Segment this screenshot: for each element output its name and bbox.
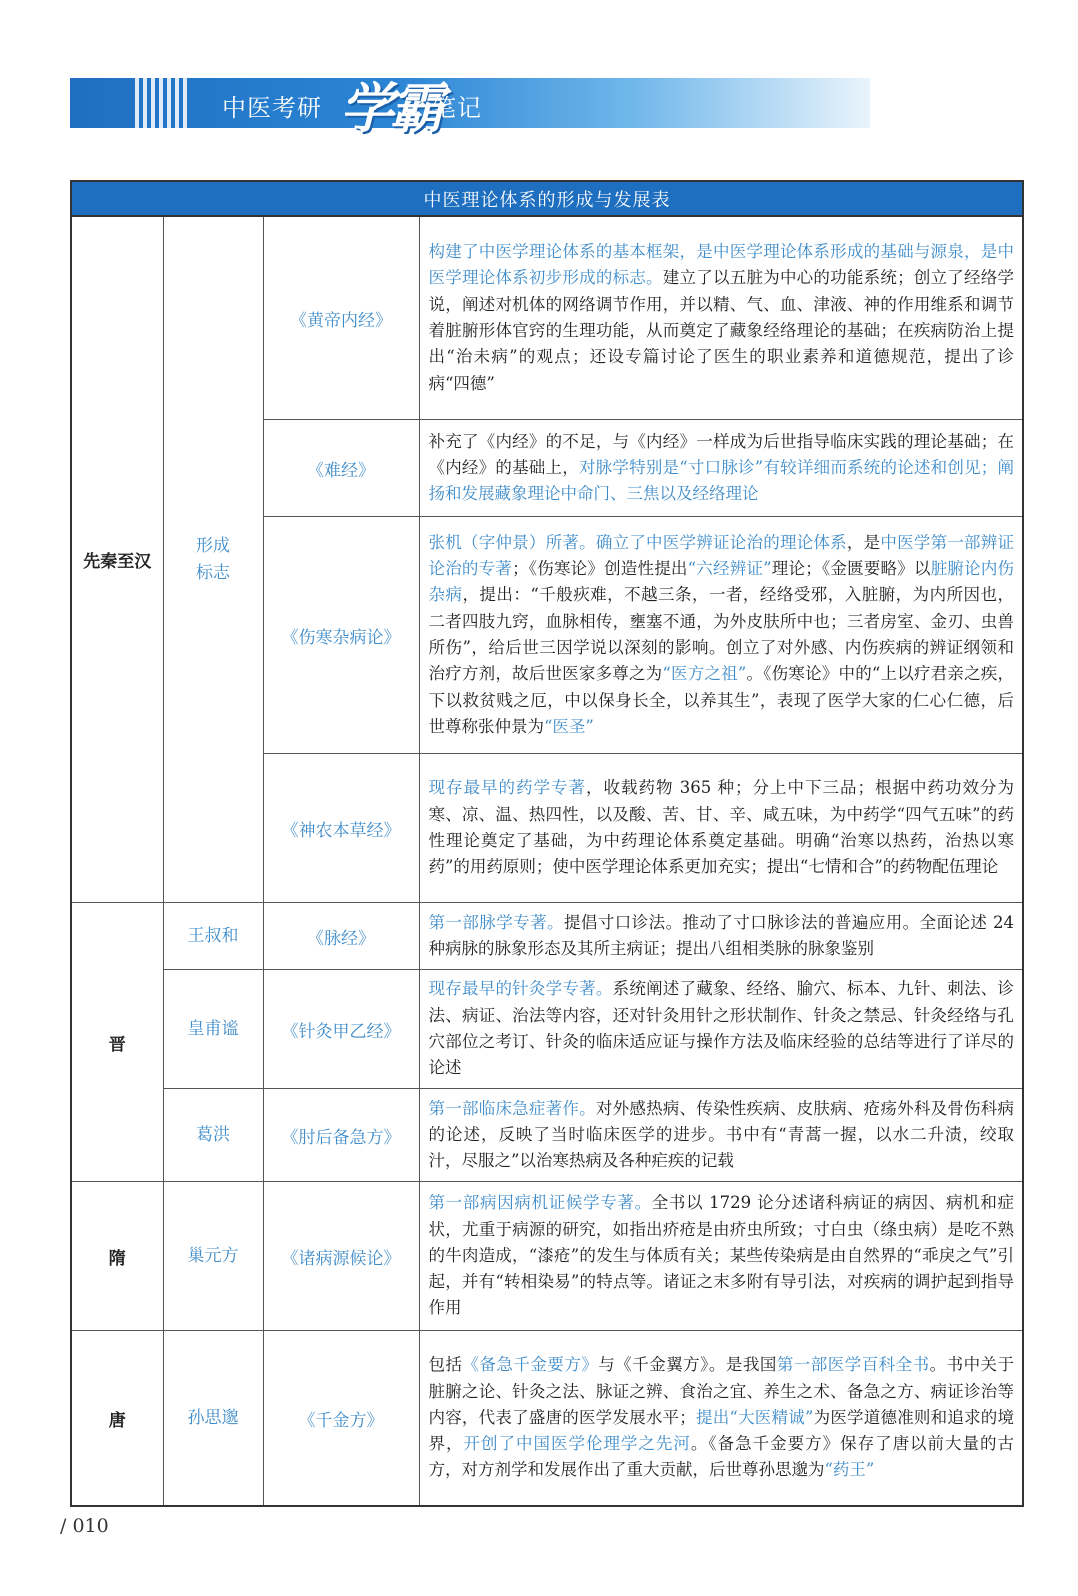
highlight-text: 中医学第一部辨证论治的专著 xyxy=(428,532,1015,579)
book-cell: 《脉经》 xyxy=(263,903,419,970)
body-text: ，收载药物 365 种；分上中下三品；根据中药功效分为寒、凉、温、热四性，以及酸、苦、甘、辛、咸五味，为中药学“四气五味”的药性理论奠定了基础，为中药理论体系奠定基础。明确“治寒以热药，治热以寒药”的用药原则；使中医学理论体系更加充实；提出“七情和合”的药物配伍理论 xyxy=(428,778,1015,877)
description-cell xyxy=(419,1089,1023,1182)
description-cell xyxy=(419,754,1023,903)
description-cell xyxy=(419,903,1023,970)
body-text: 为医学道德准则和追求的境界， xyxy=(428,1407,1015,1454)
highlight-text: 脏腑论内伤杂病 xyxy=(428,559,1015,605)
body-text: 。书中关于脏腑之论、针灸之法、脉证之辨、食治之宜、养生之术、备急之方、病证诊治等内容，代表了盛唐的医学发展水平； xyxy=(428,1355,1015,1427)
highlight-text: 构建了中医学理论体系的基本框架，是中医学理论体系形成的基础与源泉，是中医学理论体系初步形成的标志。 xyxy=(428,242,1014,288)
header-title-part3: 笔记 xyxy=(432,94,482,122)
description-cell xyxy=(419,517,1023,754)
highlight-text: 现存最早的药学专著 xyxy=(428,778,587,798)
person-cell: 王叔和 xyxy=(163,903,263,970)
highlight-text: 第一部临床急症著作。 xyxy=(428,1098,596,1118)
body-text: 包括 xyxy=(428,1355,463,1375)
highlight-text: 提出“大医精诚” xyxy=(695,1407,814,1427)
era-cell: 晋 xyxy=(71,903,163,1182)
body-text: ；《伤寒论》创造性提出 xyxy=(512,559,688,579)
body-text: 系统阐述了藏象、经络、腧穴、标本、九针、刺法、诊法、病证、治法等内容，还对针灸用针之形状制作、针灸之禁忌、针灸经络与孔穴部位之考订、针灸的临床适应证与操作方法及临床经验的总结等进行了详尽的论述 xyxy=(428,979,1015,1078)
book-cell: 《黄帝内经》 xyxy=(263,216,419,420)
body-text: 。《伤寒论》中的“上以疗君亲之疾，下以救贫贱之厄，中以保身长全，以养其生”，表现了医学大家的仁心仁德，后世尊称张仲景为 xyxy=(428,664,1015,736)
development-table xyxy=(70,180,1024,1507)
book-cell: 《肘后备急方》 xyxy=(263,1089,419,1182)
era-cell: 唐 xyxy=(71,1331,163,1507)
highlight-text: 对脉学特别是“寸口脉诊”有较详细而系统的论述和创见；阐扬和发展藏象理论中命门、三焦以及经络理论 xyxy=(428,457,1015,504)
body-text: 提倡寸口诊法。推动了寸口脉诊法的普遍应用。全面论述 24 种病脉的脉象形态及其所主病证；提出八组相类脉的脉象鉴别 xyxy=(428,912,1015,958)
description-cell xyxy=(419,1331,1023,1507)
person-cell: 巢元方 xyxy=(163,1182,263,1331)
body-text: 与《千金翼方》。是我国 xyxy=(598,1355,777,1375)
highlight-text: “药王” xyxy=(824,1460,875,1480)
table-row xyxy=(71,903,1023,970)
highlight-text: 第一部病因病机证候学专著。 xyxy=(428,1193,652,1213)
highlight-text: 开创了中国医学伦理学之先河 xyxy=(463,1434,691,1454)
page-number: / 010 xyxy=(60,1515,109,1537)
table-row xyxy=(71,970,1023,1089)
body-text: 对外感热病、传染性疾病、皮肤病、疮疡外科及骨伤科病的论述，反映了当时临床医学的进步。书中有“青蒿一握，以水二升渍，绞取汁，尽服之”以治寒热病及各种疟疾的记载 xyxy=(428,1098,1015,1171)
header-banner xyxy=(70,76,870,140)
body-text: 。《备急千金要方》保存了唐以前大量的古方，对方剂学和发展作出了重大贡献，后世尊孙思邈为 xyxy=(428,1434,1015,1480)
table-row xyxy=(71,1089,1023,1182)
category-label: 形成标志 xyxy=(195,535,230,583)
book-cell: 《诸病源候论》 xyxy=(263,1182,419,1331)
book-cell: 《伤寒杂病论》 xyxy=(263,517,419,754)
table-title-row xyxy=(71,181,1023,216)
banner-stripes xyxy=(135,78,195,128)
highlight-text: 第一部医学百科全书 xyxy=(776,1355,930,1375)
body-text: 理论；《金匮要略》以 xyxy=(771,559,931,579)
highlight-text: 现存最早的针灸学专著。 xyxy=(428,979,613,999)
body-text: 补充了《内经》的不足，与《内经》一样成为后世指导临床实践的理论基础；在《内经》的基础上， xyxy=(428,431,1014,477)
description-cell xyxy=(419,420,1023,517)
person-cell: 孙思邈 xyxy=(163,1331,263,1507)
body-text: 建立了以五脏为中心的功能系统；创立了经络学说，阐述对机体的网络调节作用，并以精、气、血、津液、神的作用维系和调节着脏腑形体官窍的生理功能，从而奠定了藏象经络理论的基础；在疾病防治上提出“治未病”的观点；还设专篇讨论了医生的职业素养和道德规范，提出了诊病“四德” xyxy=(428,268,1015,393)
table-row xyxy=(71,1331,1023,1507)
highlight-text: 第一部脉学专著。 xyxy=(428,912,564,932)
description-cell xyxy=(419,1182,1023,1331)
category-cell xyxy=(163,216,263,903)
highlight-text: “六经辨证” xyxy=(687,559,772,579)
highlight-text: “医方之祖” xyxy=(662,664,747,684)
header-title-logo: 学霸 xyxy=(340,76,440,140)
person-cell: 葛洪 xyxy=(163,1089,263,1182)
highlight-text: “医圣” xyxy=(544,716,594,736)
book-cell: 《针灸甲乙经》 xyxy=(263,970,419,1089)
table-row xyxy=(71,1182,1023,1331)
table-title: 中医理论体系的形成与发展表 xyxy=(71,181,1023,216)
book-cell: 《千金方》 xyxy=(263,1331,419,1507)
header-title-part1: 中医考研 xyxy=(222,94,322,122)
description-cell xyxy=(419,216,1023,420)
description-cell xyxy=(419,970,1023,1089)
person-cell: 皇甫谧 xyxy=(163,970,263,1089)
table-row xyxy=(71,216,1023,420)
book-cell: 《难经》 xyxy=(263,420,419,517)
body-text: 全书以 1729 论分述诸科病证的病因、病机和症状，尤重于病源的研究，如指出疥疮是由疥虫所致；寸白虫（绦虫病）是吃不熟的牛肉造成，“漆疮”的发生与体质有关；某些传染病是由自然界的“乖戾之气”引起，并有“转相染易”的特点等。诸证之末多附有导引法，对疾病的调护起到指导作用 xyxy=(428,1193,1015,1318)
body-text: ，是 xyxy=(846,532,881,552)
highlight-text: 《备急千金要方》 xyxy=(462,1355,599,1375)
body-text: ，提出：“千般疢难，不越三条，一者，经络受邪，入脏腑，为内所因也，二者四肢九窍，血脉相传，壅塞不通，为外皮肤所中也；三者房室、金刃、虫兽所伤”，给后世三因学说以深刻的影响。创立了对外感、内伤疾病的辨证纲领和治疗方剂，故后世医家多尊之为 xyxy=(428,585,1015,684)
era-cell: 先秦至汉 xyxy=(71,216,163,903)
era-cell: 隋 xyxy=(71,1182,163,1331)
highlight-text: 张机（字仲景）所著。确立了中医学辨证论治的理论体系 xyxy=(428,532,847,552)
book-cell: 《神农本草经》 xyxy=(263,754,419,903)
